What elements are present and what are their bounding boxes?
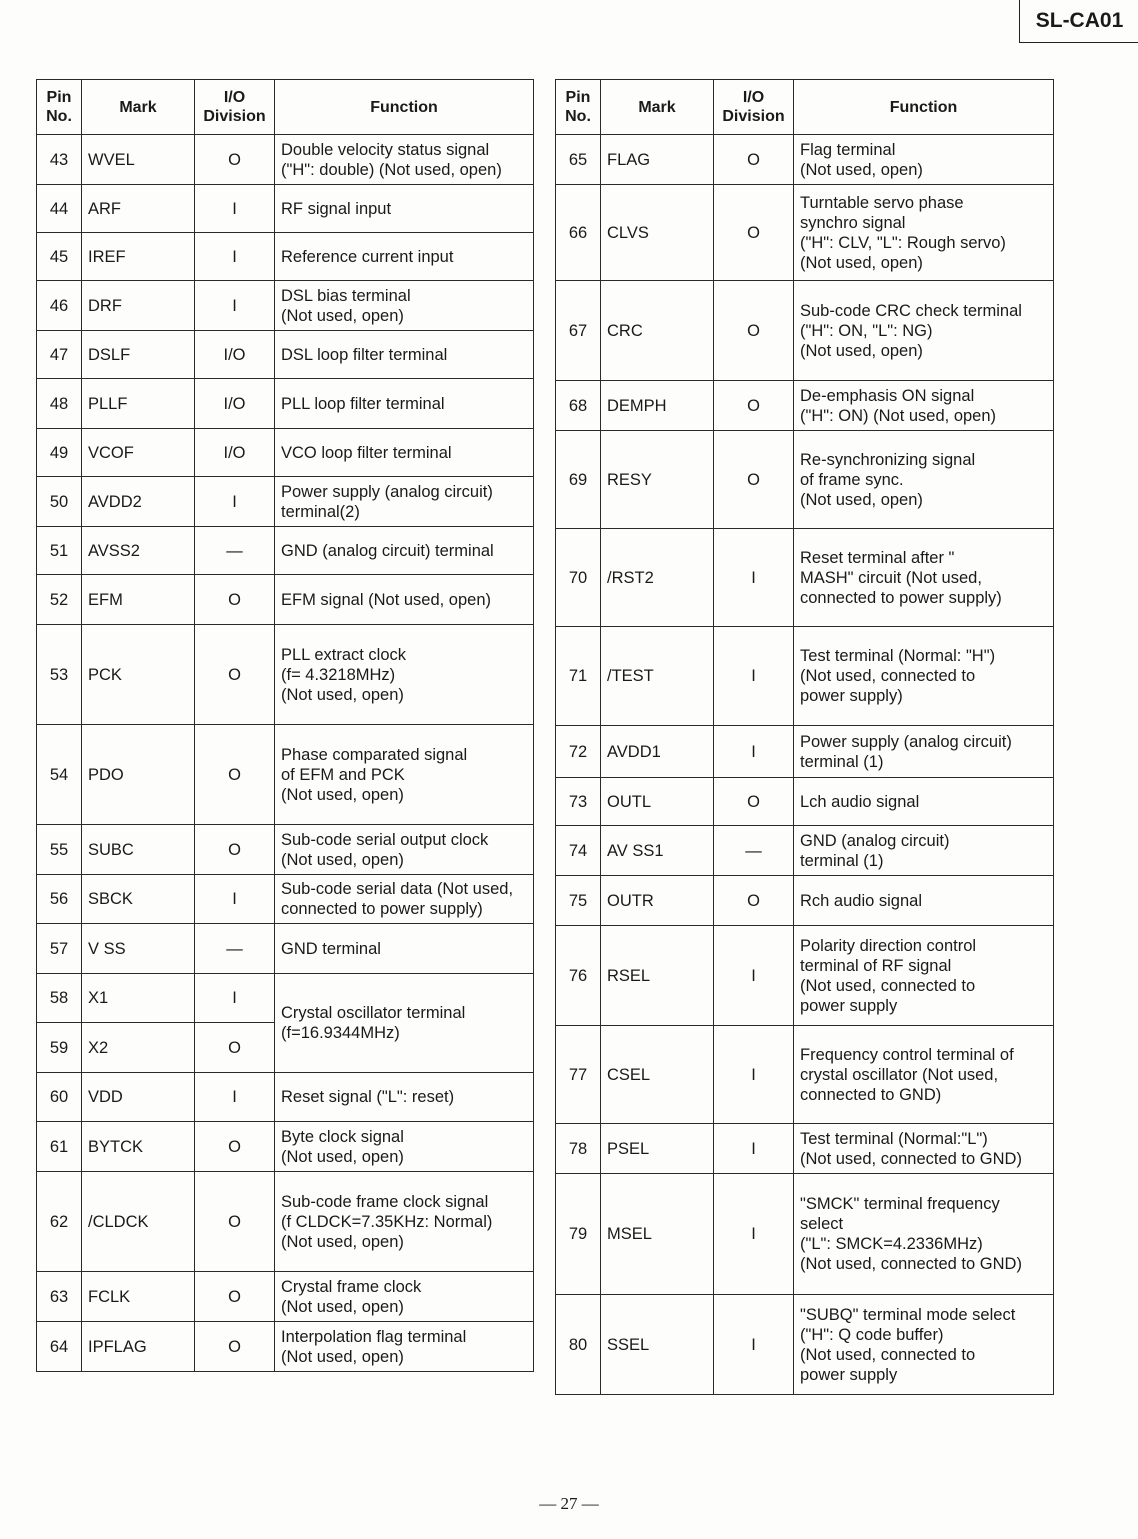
function-cell: Re-synchronizing signal of frame sync. (Not used, open) — [794, 431, 1054, 529]
table-row — [37, 281, 534, 331]
pin-table-left — [36, 79, 534, 1372]
table-row — [37, 429, 534, 477]
mark-cell: VDD — [82, 1073, 195, 1122]
pin-no-cell: 68 — [556, 381, 601, 431]
io-division-cell: O — [195, 1122, 275, 1172]
io-division-cell: O — [714, 431, 794, 529]
table-row — [37, 379, 534, 429]
table-row — [37, 185, 534, 233]
function-cell: Crystal frame clock (Not used, open) — [275, 1272, 534, 1322]
mark-cell: CSEL — [601, 1026, 714, 1124]
pin-no-cell: 64 — [37, 1322, 82, 1372]
function-cell: Lch audio signal — [794, 778, 1054, 826]
pin-no-cell: 65 — [556, 135, 601, 185]
mark-cell: FLAG — [601, 135, 714, 185]
io-division-cell: I/O — [195, 429, 275, 477]
header-pin-no: Pin No. — [556, 80, 601, 135]
pin-no-cell: 63 — [37, 1272, 82, 1322]
table-row — [37, 1073, 534, 1122]
function-cell: Sub-code frame clock signal (f CLDCK=7.35KHz: Normal) (Not used, open) — [275, 1172, 534, 1272]
table-row — [556, 381, 1054, 431]
function-cell: Power supply (analog circuit) terminal(2) — [275, 477, 534, 527]
table-row — [556, 185, 1054, 281]
mark-cell: PCK — [82, 625, 195, 725]
table-row — [37, 825, 534, 875]
table-row — [556, 1124, 1054, 1174]
pin-no-cell: 45 — [37, 233, 82, 281]
mark-cell: AVDD1 — [601, 726, 714, 778]
mark-cell: AVDD2 — [82, 477, 195, 527]
header-function: Function — [794, 80, 1054, 135]
io-division-cell: O — [195, 1322, 275, 1372]
io-division-cell: I — [195, 477, 275, 527]
mark-cell: X2 — [82, 1023, 195, 1073]
pin-no-cell: 79 — [556, 1174, 601, 1295]
pin-no-cell: 73 — [556, 778, 601, 826]
header-mark: Mark — [601, 80, 714, 135]
io-division-cell: O — [714, 381, 794, 431]
table-row — [556, 1174, 1054, 1295]
mark-cell: DEMPH — [601, 381, 714, 431]
table-row — [556, 876, 1054, 926]
io-division-cell: I — [195, 974, 275, 1023]
mark-cell: X1 — [82, 974, 195, 1023]
mark-cell: EFM — [82, 575, 195, 625]
function-cell: GND terminal — [275, 924, 534, 974]
io-division-cell: I — [714, 1026, 794, 1124]
function-cell: Interpolation flag terminal (Not used, open) — [275, 1322, 534, 1372]
io-division-cell: O — [195, 825, 275, 875]
mark-cell: SBCK — [82, 875, 195, 924]
pin-no-cell: 75 — [556, 876, 601, 926]
function-cell: GND (analog circuit) terminal — [275, 527, 534, 575]
table-row — [37, 233, 534, 281]
pin-table-right — [555, 79, 1054, 1395]
table-row — [556, 135, 1054, 185]
mark-cell: WVEL — [82, 135, 195, 185]
header-mark: Mark — [82, 80, 195, 135]
mark-cell: RSEL — [601, 926, 714, 1026]
function-cell: PLL loop filter terminal — [275, 379, 534, 429]
mark-cell: IREF — [82, 233, 195, 281]
function-cell: Phase comparated signal of EFM and PCK (Not used, open) — [275, 725, 534, 825]
table-row — [556, 281, 1054, 381]
function-cell: Rch audio signal — [794, 876, 1054, 926]
table-row — [37, 924, 534, 974]
table-row — [37, 527, 534, 575]
io-division-cell: I — [714, 529, 794, 627]
table-row — [37, 875, 534, 924]
pin-no-cell: 55 — [37, 825, 82, 875]
function-cell: DSL loop filter terminal — [275, 331, 534, 379]
table-row — [556, 1295, 1054, 1395]
pin-no-cell: 76 — [556, 926, 601, 1026]
table-row — [556, 778, 1054, 826]
pin-no-cell: 51 — [37, 527, 82, 575]
table-row — [37, 1272, 534, 1322]
pin-no-cell: 67 — [556, 281, 601, 381]
mark-cell: CLVS — [601, 185, 714, 281]
io-division-cell: I — [195, 281, 275, 331]
mark-cell: IPFLAG — [82, 1322, 195, 1372]
pin-no-cell: 77 — [556, 1026, 601, 1124]
mark-cell: SUBC — [82, 825, 195, 875]
function-cell: Power supply (analog circuit) terminal (1) — [794, 726, 1054, 778]
table-row — [37, 575, 534, 625]
function-cell: Test terminal (Normal: "H") (Not used, connected to power supply) — [794, 627, 1054, 726]
pin-no-cell: 80 — [556, 1295, 601, 1395]
pin-no-cell: 47 — [37, 331, 82, 379]
function-cell: Reset signal ("L": reset) — [275, 1073, 534, 1122]
pin-no-cell: 71 — [556, 627, 601, 726]
mark-cell: AV SS1 — [601, 826, 714, 876]
io-division-cell: — — [195, 527, 275, 575]
function-cell: Sub-code CRC check terminal ("H": ON, "L": NG) (Not used, open) — [794, 281, 1054, 381]
table-row — [37, 974, 534, 1023]
table-row — [556, 726, 1054, 778]
function-cell: Reset terminal after " MASH" circuit (Not used, connected to power supply) — [794, 529, 1054, 627]
pin-no-cell: 52 — [37, 575, 82, 625]
function-cell: PLL extract clock (f= 4.3218MHz) (Not used, open) — [275, 625, 534, 725]
io-division-cell: I — [714, 627, 794, 726]
table-header-row — [37, 80, 534, 135]
function-cell: Sub-code serial output clock (Not used, open) — [275, 825, 534, 875]
header-io-division: I/O Division — [195, 80, 275, 135]
mark-cell: RESY — [601, 431, 714, 529]
io-division-cell: I — [714, 726, 794, 778]
mark-cell: DRF — [82, 281, 195, 331]
mark-cell: VCOF — [82, 429, 195, 477]
io-division-cell: O — [195, 1023, 275, 1073]
table-row — [37, 477, 534, 527]
mark-cell: /RST2 — [601, 529, 714, 627]
mark-cell: V SS — [82, 924, 195, 974]
io-division-cell: O — [714, 778, 794, 826]
function-cell: Sub-code serial data (Not used, connected to power supply) — [275, 875, 534, 924]
pin-no-cell: 46 — [37, 281, 82, 331]
mark-cell: PLLF — [82, 379, 195, 429]
pin-no-cell: 43 — [37, 135, 82, 185]
table-row — [37, 725, 534, 825]
io-division-cell: I — [195, 185, 275, 233]
io-division-cell: — — [195, 924, 275, 974]
mark-cell: SSEL — [601, 1295, 714, 1395]
table-header-row — [556, 80, 1054, 135]
pin-no-cell: 56 — [37, 875, 82, 924]
pin-no-cell: 70 — [556, 529, 601, 627]
mark-cell: /CLDCK — [82, 1172, 195, 1272]
table-row — [37, 331, 534, 379]
table-row — [556, 529, 1054, 627]
pin-no-cell: 72 — [556, 726, 601, 778]
function-cell: "SMCK" terminal frequency select ("L": SMCK=4.2336MHz) (Not used, connected to GND) — [794, 1174, 1054, 1295]
function-cell: GND (analog circuit) terminal (1) — [794, 826, 1054, 876]
function-cell: RF signal input — [275, 185, 534, 233]
table-row — [37, 135, 534, 185]
function-cell: De-emphasis ON signal ("H": ON) (Not used, open) — [794, 381, 1054, 431]
model-label: SL-CA01 — [1019, 0, 1138, 43]
function-cell: VCO loop filter terminal — [275, 429, 534, 477]
pin-no-cell: 48 — [37, 379, 82, 429]
function-cell: Polarity direction control terminal of RF signal (Not used, connected to power supply — [794, 926, 1054, 1026]
table-row — [556, 926, 1054, 1026]
io-division-cell: I — [714, 1174, 794, 1295]
io-division-cell: I/O — [195, 379, 275, 429]
function-cell: Byte clock signal (Not used, open) — [275, 1122, 534, 1172]
mark-cell: OUTL — [601, 778, 714, 826]
header-io-division: I/O Division — [714, 80, 794, 135]
function-cell: Flag terminal (Not used, open) — [794, 135, 1054, 185]
pin-no-cell: 49 — [37, 429, 82, 477]
io-division-cell: O — [714, 135, 794, 185]
pin-no-cell: 66 — [556, 185, 601, 281]
table-row — [556, 826, 1054, 876]
io-division-cell: I/O — [195, 331, 275, 379]
mark-cell: DSLF — [82, 331, 195, 379]
io-division-cell: O — [714, 281, 794, 381]
table-row — [556, 1026, 1054, 1124]
table-row — [37, 1122, 534, 1172]
mark-cell: BYTCK — [82, 1122, 195, 1172]
mark-cell: OUTR — [601, 876, 714, 926]
io-division-cell: O — [195, 725, 275, 825]
function-cell: DSL bias terminal (Not used, open) — [275, 281, 534, 331]
page-number: — 27 — — [539, 1494, 599, 1513]
pin-no-cell: 59 — [37, 1023, 82, 1073]
io-division-cell: O — [195, 1272, 275, 1322]
pin-no-cell: 58 — [37, 974, 82, 1023]
io-division-cell: O — [195, 1172, 275, 1272]
function-cell: Double velocity status signal ("H": double) (Not used, open) — [275, 135, 534, 185]
mark-cell: PDO — [82, 725, 195, 825]
mark-cell: MSEL — [601, 1174, 714, 1295]
io-division-cell: O — [195, 575, 275, 625]
mark-cell: CRC — [601, 281, 714, 381]
function-cell: Turntable servo phase synchro signal ("H": CLV, "L": Rough servo) (Not used, open) — [794, 185, 1054, 281]
table-row — [37, 1322, 534, 1372]
io-division-cell: I — [714, 1124, 794, 1174]
function-cell: Frequency control terminal of crystal oscillator (Not used, connected to GND) — [794, 1026, 1054, 1124]
table-row — [37, 625, 534, 725]
pin-no-cell: 62 — [37, 1172, 82, 1272]
table-row — [556, 431, 1054, 529]
function-cell: Crystal oscillator terminal (f=16.9344MHz) — [275, 974, 534, 1073]
pin-no-cell: 74 — [556, 826, 601, 876]
pin-no-cell: 54 — [37, 725, 82, 825]
pin-no-cell: 57 — [37, 924, 82, 974]
io-division-cell: O — [714, 185, 794, 281]
table-row — [37, 1172, 534, 1272]
table-row — [556, 627, 1054, 726]
mark-cell: AVSS2 — [82, 527, 195, 575]
io-division-cell: I — [195, 1073, 275, 1122]
io-division-cell: I — [195, 233, 275, 281]
io-division-cell: — — [714, 826, 794, 876]
function-cell: Test terminal (Normal:"L") (Not used, connected to GND) — [794, 1124, 1054, 1174]
io-division-cell: O — [714, 876, 794, 926]
pin-no-cell: 61 — [37, 1122, 82, 1172]
mark-cell: FCLK — [82, 1272, 195, 1322]
function-cell: "SUBQ" terminal mode select ("H": Q code buffer) (Not used, connected to power supply — [794, 1295, 1054, 1395]
mark-cell: PSEL — [601, 1124, 714, 1174]
pin-no-cell: 50 — [37, 477, 82, 527]
function-cell: Reference current input — [275, 233, 534, 281]
io-division-cell: O — [195, 135, 275, 185]
pin-no-cell: 69 — [556, 431, 601, 529]
io-division-cell: I — [714, 1295, 794, 1395]
io-division-cell: O — [195, 625, 275, 725]
function-cell: EFM signal (Not used, open) — [275, 575, 534, 625]
header-function: Function — [275, 80, 534, 135]
mark-cell: /TEST — [601, 627, 714, 726]
pin-no-cell: 60 — [37, 1073, 82, 1122]
io-division-cell: I — [195, 875, 275, 924]
header-pin-no: Pin No. — [37, 80, 82, 135]
pin-no-cell: 53 — [37, 625, 82, 725]
pin-no-cell: 44 — [37, 185, 82, 233]
mark-cell: ARF — [82, 185, 195, 233]
pin-no-cell: 78 — [556, 1124, 601, 1174]
io-division-cell: I — [714, 926, 794, 1026]
